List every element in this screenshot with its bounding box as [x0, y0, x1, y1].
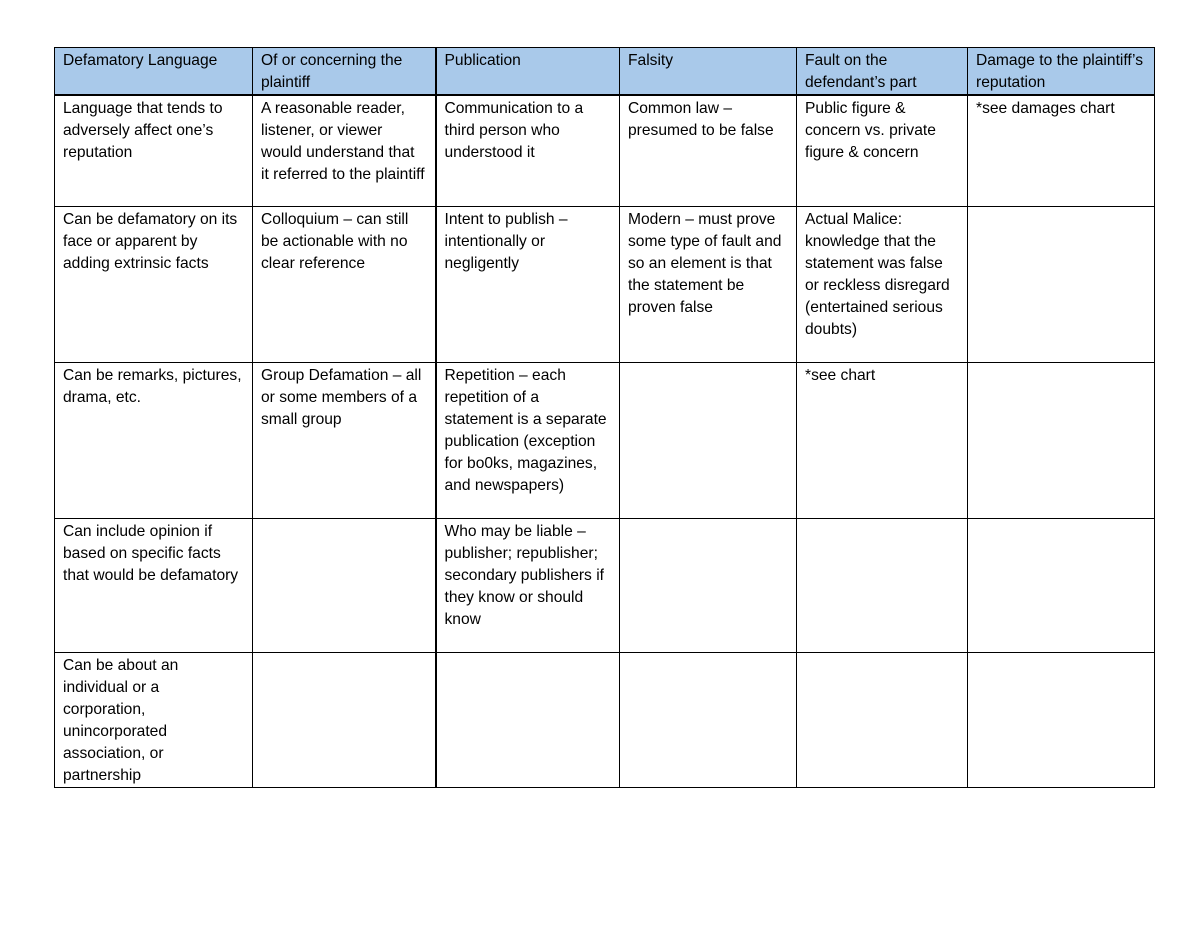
- defamation-elements-table: [54, 47, 1155, 788]
- table-row: [55, 206, 1155, 362]
- table-cell: Public figure & concern vs. private figure & concern: [797, 95, 968, 206]
- table-cell: Intent to publish – intentionally or negligently: [436, 206, 620, 362]
- table-cell: [968, 206, 1155, 362]
- header-of-or-concerning-plaintiff: Of or concerning the plaintiff: [253, 48, 436, 96]
- table-cell: Colloquium – can still be actionable with no clear reference: [253, 206, 436, 362]
- table-cell: [253, 518, 436, 652]
- table-row: [55, 518, 1155, 652]
- table-cell: Group Defamation – all or some members of a small group: [253, 362, 436, 518]
- table-cell: Repetition – each repetition of a statement is a separate publication (exception for bo0ks, magazines, and newspapers): [436, 362, 620, 518]
- table-cell: Communication to a third person who understood it: [436, 95, 620, 206]
- table-row: [55, 652, 1155, 787]
- header-damage: Damage to the plaintiff’s reputation: [968, 48, 1155, 96]
- table-cell: [968, 652, 1155, 787]
- table-cell: Can include opinion if based on specific facts that would be defamatory: [55, 518, 253, 652]
- table-cell: Modern – must prove some type of fault and so an element is that the statement be proven false: [620, 206, 797, 362]
- table-cell: Actual Malice: knowledge that the statement was false or reckless disregard (entertained serious doubts): [797, 206, 968, 362]
- table-cell: [436, 652, 620, 787]
- table-cell: [968, 518, 1155, 652]
- table-cell: [253, 652, 436, 787]
- table-cell: [797, 518, 968, 652]
- header-fault: Fault on the defendant’s part: [797, 48, 968, 96]
- table-cell: [620, 362, 797, 518]
- table-cell: [797, 652, 968, 787]
- table-cell: Who may be liable – publisher; republisher; secondary publishers if they know or should know: [436, 518, 620, 652]
- table-cell: [620, 518, 797, 652]
- table-cell: Can be defamatory on its face or apparent by adding extrinsic facts: [55, 206, 253, 362]
- table-row: [55, 95, 1155, 206]
- header-defamatory-language: Defamatory Language: [55, 48, 253, 96]
- table-header-row: [55, 48, 1155, 96]
- table-cell: Can be about an individual or a corporation, unincorporated association, or partnership: [55, 652, 253, 787]
- table-cell: A reasonable reader, listener, or viewer would understand that it referred to the plaintiff: [253, 95, 436, 206]
- header-publication: Publication: [436, 48, 620, 96]
- table-cell: [968, 362, 1155, 518]
- table-cell: *see damages chart: [968, 95, 1155, 206]
- table-cell: Common law – presumed to be false: [620, 95, 797, 206]
- table-cell: Language that tends to adversely affect one’s reputation: [55, 95, 253, 206]
- table-cell: [620, 652, 797, 787]
- table-row: [55, 362, 1155, 518]
- header-falsity: Falsity: [620, 48, 797, 96]
- table-cell: *see chart: [797, 362, 968, 518]
- table-cell: Can be remarks, pictures, drama, etc.: [55, 362, 253, 518]
